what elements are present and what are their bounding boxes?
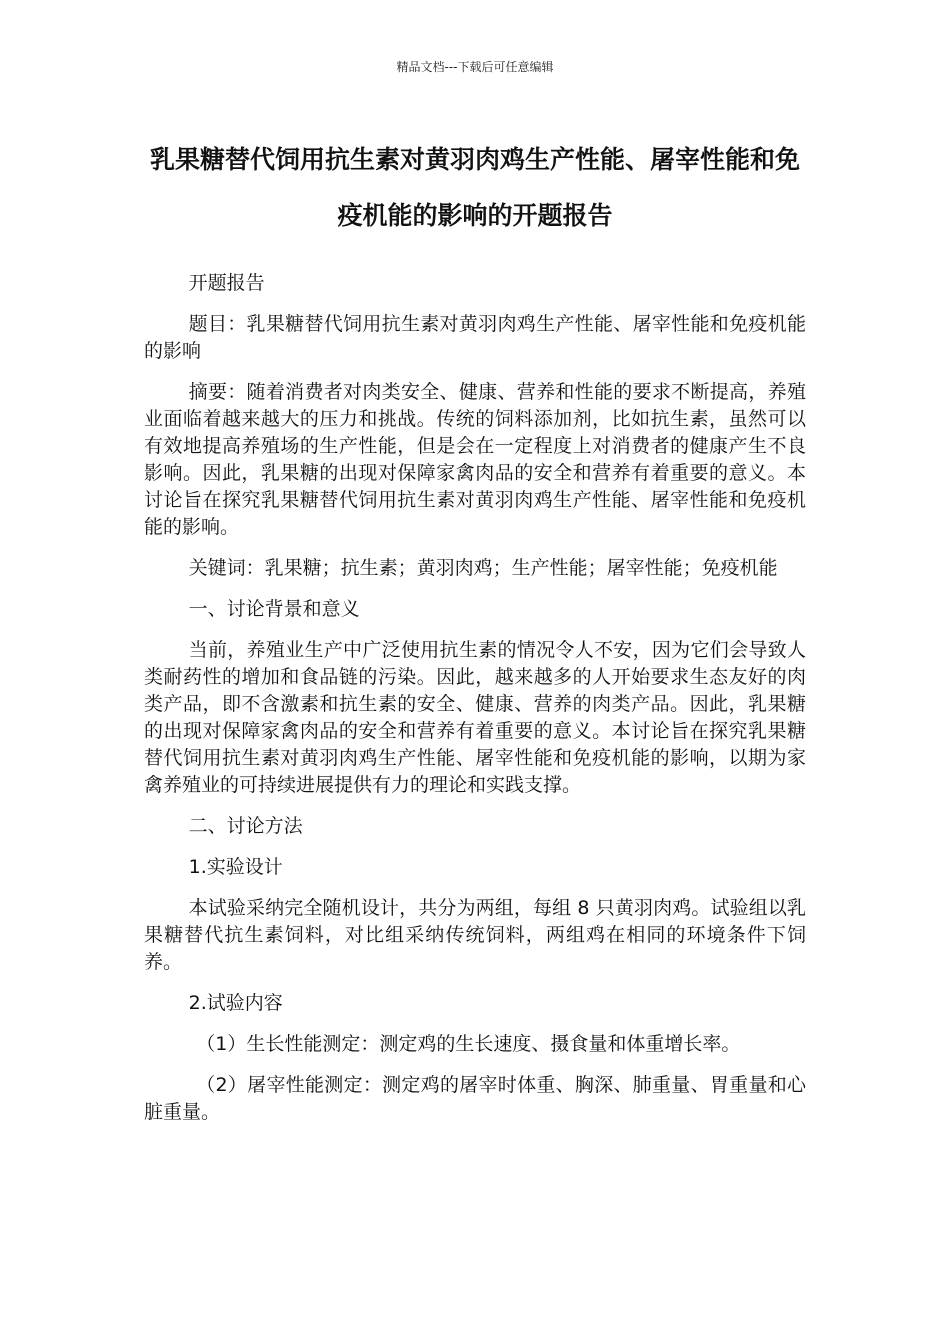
page-header: 精品文档---下载后可任意编辑	[396, 60, 554, 74]
background-paragraph: 当前，养殖业生产中广泛使用抗生素的情况令人不安，因为它们会导致人类耐药性的增加和食品链的污染。因此，越来越多的人开始要求生态友好的肉类产品，即不含激素和抗生素的安全、健康、营养的肉类产品。因此，乳果糖的出现对保障家禽肉品的安全和营养有着重要的意义。本讨论旨在探究乳果糖替代饲用抗生素对黄羽肉鸡生产性能、屠宰性能和免疫机能的影响，以期为家禽养殖业的可持续进展提供有力的理论和实践支撑。	[144, 639, 806, 796]
design-paragraph: 本试验采纳完全随机设计，共分为两组，每组 8 只黄羽肉鸡。试验组以乳果糖替代抗生素饲料，对比组采纳传统饲料，两组鸡在相同的环境条件下饲养。	[144, 897, 806, 973]
document-title: 乳果糖替代饲用抗生素对黄羽肉鸡生产性能、屠宰性能和免疫机能的影响的开题报告	[149, 145, 800, 230]
content-item-slaughter: （2）屠宰性能测定：测定鸡的屠宰时体重、胸深、肺重量、胃重量和心脏重量。	[144, 1074, 806, 1123]
keywords-paragraph: 关键词：乳果糖；抗生素；黄羽肉鸡；生产性能；屠宰性能；免疫机能	[188, 557, 778, 579]
topic-paragraph: 题目：乳果糖替代饲用抗生素对黄羽肉鸡生产性能、屠宰性能和免疫机能的影响	[144, 313, 806, 362]
section-heading-background: 一、讨论背景和意义	[188, 598, 360, 620]
section-label-report: 开题报告	[188, 272, 265, 294]
content-item-growth: （1）生长性能测定：测定鸡的生长速度、摄食量和体重增长率。	[196, 1033, 741, 1055]
subheading-content: 2.试验内容	[188, 992, 283, 1014]
section-heading-methods: 二、讨论方法	[188, 815, 303, 837]
abstract-paragraph: 摘要：随着消费者对肉类安全、健康、营养和性能的要求不断提高，养殖业面临着越来越大的压力和挑战。传统的饲料添加剂，比如抗生素，虽然可以有效地提高养殖场的生产性能，但是会在一定程度上对消费者的健康产生不良影响。因此，乳果糖的出现对保障家禽肉品的安全和营养有着重要的意义。本讨论旨在探究乳果糖替代饲用抗生素对黄羽肉鸡生产性能、屠宰性能和免疫机能的影响。	[144, 381, 806, 538]
document-body	[144, 270, 806, 1140]
subheading-design: 1.实验设计	[188, 856, 283, 878]
